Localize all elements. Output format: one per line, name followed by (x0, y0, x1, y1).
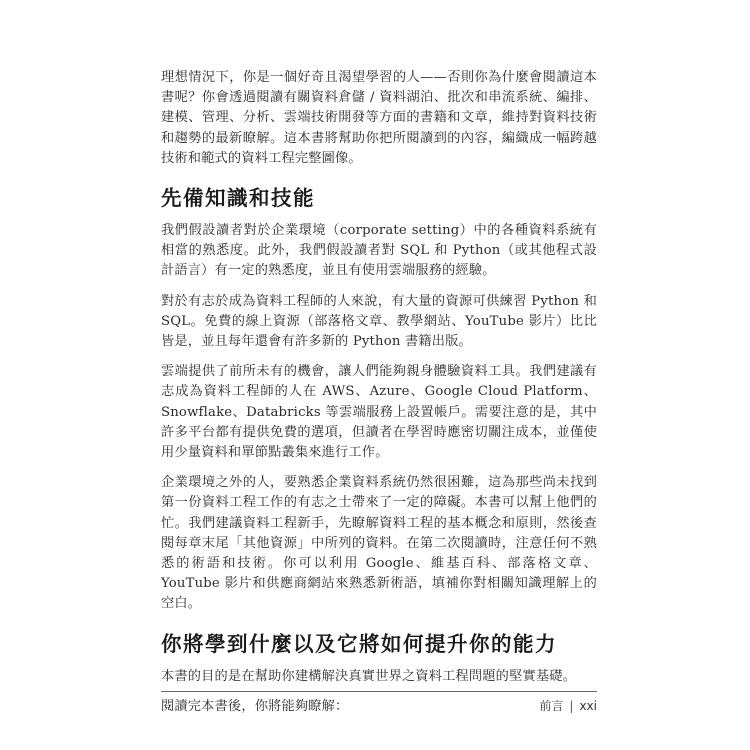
section-heading-prerequisites: 先備知識和技能 (161, 186, 315, 211)
page-number: xxi (579, 699, 597, 713)
paragraph: 本書的目的是在幫助你建構解決真實世界之資料工程問題的堅實基礎。 (161, 668, 577, 684)
footer-separator: | (569, 699, 574, 713)
paragraph: 我們假設讀者對於企業環境（corporate setting）中的各種資料系統有相當的熟悉度。此外，我們假設讀者對 SQL 和 Python（或其他程式設計語言）有一定的熟悉度，並且有使用雲端服務的經驗。 (161, 223, 597, 279)
intro-paragraph: 理想情況下，你是一個好奇且渴望學習的人——否則你為什麼會閱讀這本書呢？你會透過閱讀有關資料倉儲 / 資料湖泊、批次和串流系統、編排、建模、管理、分析、雲端技術開發等方面的書籍和文章，維持對資料技術和趨勢的最新瞭解。這本書將幫助你把所閱讀到的內容，編織成一幅跨越技術和範式的資料工程完整圖像。 (161, 70, 597, 166)
paragraph: 雲端提供了前所未有的機會，讓人們能夠親身體驗資料工具。我們建議有志成為資料工程師的人在 AWS、Azure、Google Cloud Platform、Snowflake、Databricks 等雲端服務上設置帳戶。需要注意的是，其中許多平台都有提供免費的選項，但讀者在學習時應密切關注成本，並僅使用少量資料和單節點叢集來進行工作。 (161, 364, 597, 461)
footer-divider (161, 691, 597, 692)
footer-section-label: 前言 (539, 699, 564, 713)
paragraph: 企業環境之外的人，要熟悉企業資料系統仍然很困難，這為那些尚未找到第一份資料工程工作的有志之士帶來了一定的障礙。本書可以幫上他們的忙。我們建議資料工程新手，先瞭解資料工程的基本概念和原則，然後查閱每章末尾「其他資源」中所列的資料。在第二次閱讀時，注意任何不熟悉的術語和技術。你可以利用 Google、維基百科、部落格文章、YouTube 影片和供應商網站來熟悉新術語，填補你對相關知識理解上的空白。 (161, 475, 597, 612)
section-heading-what-you-learn: 你將學到什麼以及它將如何提升你的能力 (161, 631, 557, 656)
page-footer (539, 697, 597, 714)
page-body (161, 68, 597, 727)
paragraph: 對於有志於成為資料工程師的人來說，有大量的資源可供練習 Python 和 SQL。免費的線上資源（部落格文章、教學網站、YouTube 影片）比比皆是，並且每年還會有許多新的 Python 書籍出版。 (161, 293, 597, 350)
paragraph: 閱讀完本書後，你將能夠瞭解： (161, 698, 349, 714)
